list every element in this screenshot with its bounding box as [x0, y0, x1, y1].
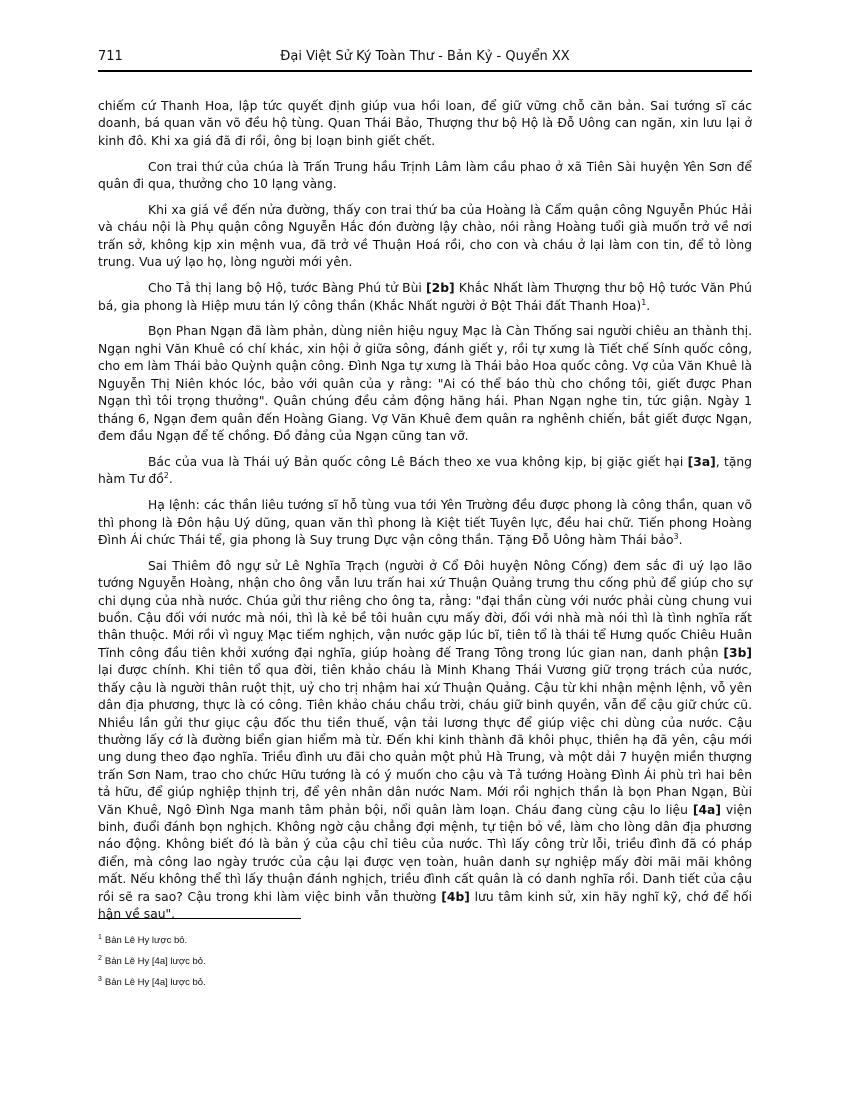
- body-text: [98, 98, 752, 932]
- source-page-marker: [2b]: [426, 281, 455, 296]
- source-page-marker: [3b]: [723, 645, 752, 660]
- paragraph-5: Bọn Phan Ngạn đã làm phản, dùng niên hiệu nguỵ Mạc là Càn Thống sai người chiêu an thành thị. Ngạn nghi Văn Khuê có chí khác, xin hội ở giữa sông, đánh giết y, rồi tự xưng là Tiết chế Sính quốc công, cho em làm Thái bảo Quỳnh quận công. Đình Nga tự xưng là Thái bảo Hoa quốc công. Vợ của Văn Khuê là Nguyễn Thị Niên khóc lóc, bảo với quân của y rằng: "Ai có thể báo thù cho chồng tôi, giết được Phan Ngạn thì tôi trọng thưởng". Quân chúng đều cảm động hăng hái. Phan Ngạn nghe tin, tức giận. Ngày 1 tháng 6, Ngạn đem quân đến Hoàng Giang. Vợ Văn Khuê đem quân ra nghênh chiến, bắt giết được Ngạn, đem đầu Ngạn để tế chồng. Đồ đảng của Ngạn cũng tan vỡ.: [98, 324, 752, 443]
- source-page-marker: [3a]: [687, 454, 716, 469]
- paragraph-7: Hạ lệnh: các thần liêu tướng sĩ hỗ tùng vua tới Yên Trường đều được phong là công thần, quan võ thì phong là Đôn hậu Uý dũng, quan văn thì phong là Kiệt tiết Tuyên lực, đều hai chữ. Tiến phong Hoàng Đình Ái chức Thái tể, gia phong là Suy trung Dực vận công thần. Tặng Đỗ Uông hàm Thái bảo$^3$.: [98, 498, 752, 547]
- footnote-separator: [98, 918, 301, 919]
- source-page-marker: [4a]: [692, 802, 721, 817]
- paragraph-6: Bác của vua là Thái uý Bản quốc công Lê Bách theo xe vua không kịp, bị giặc giết hại [3a], tặng hàm Tư đồ$^2$.: [98, 454, 752, 487]
- source-page-marker: [4b]: [441, 889, 470, 904]
- footnote-2: $^2$ Bản Lê Hy [4a] lược bỏ.: [98, 954, 206, 967]
- footnote-ref-3[interactable]: 3: [673, 531, 679, 541]
- footnote-3: $^3$ Bản Lê Hy [4a] lược bỏ.: [98, 975, 206, 988]
- footnote-ref-1[interactable]: 1: [641, 297, 647, 307]
- paragraph-4: Cho Tả thị lang bộ Hộ, tước Bàng Phú tử Bùi [2b] Khắc Nhất làm Thượng thư bộ Hộ tước Văn Phú bá, gia phong là Hiệp mưu tán lý công thần (Khắc Nhất người ở Bột Thái đất Thanh Hoa)$^1$.: [98, 281, 752, 313]
- page-number: 711: [98, 49, 123, 64]
- paragraph-3: Khi xa giá về đến nửa đường, thấy con trai thứ ba của Hoàng là Cẩm quận công Nguyễn Phúc Hải và cháu nội là Phụ quận công Nguyễn Hắc đón đường lậy chào, nói rằng Hoàng tuổi già muốn trở về nơi trấn sở, không kịp xin mệnh vua, đã trở về Thuận Hoá rồi, cho con và cháu ở lại làm con tin, để tỏ lòng trung. Vua uý lạo họ, lòng người mới yên.: [98, 203, 752, 270]
- paragraph-8: Sai Thiêm đô ngự sử Lê Nghĩa Trạch (người ở Cổ Đôi huyện Nông Cống) đem sắc đi uý lạo lão tướng Nguyễn Hoàng, nhận cho ông vẫn lưu trấn hai xứ Thuận Quảng trưng thu cống phủ để giúp cho sự chi dụng của nhà nước. Chúa gửi thư riêng cho ông ta, rằng: "đại thần cùng với nước phải cùng chung vui buồn. Cậu đối với nước mà nói, thì là kẻ bề tôi huân cựu mấy đời, đối với nhà mà nói thì là tình nghĩa rất thân thuộc. Mới rồi vì nguỵ Mạc tiếm nghịch, vận nước gặp lúc bĩ, tiên tổ là thái tể Hưng quốc Chiêu Huân Tĩnh công đầu tiên khởi xướng đại nghĩa, giúp hoàng đế Trang Tông trong lúc gian nan, danh phận [3b] lại được chính. Khi tiên tổ qua đời, tiên khảo cháu là Minh Khang Thái Vương giữ trọng trách của nước, thấy cậu là người thân ruột thịt, uỷ cho trị nhậm hai xứ Thuận Quảng. Cậu từ khi nhận mệnh lệnh, vỗ yên dân địa phương, thực là có công. Tiên khảo cháu chầu trời, cháu giữ binh quyền, vẫn để cậu giữ chức cũ. Nhiều lần gửi thư giục cậu đốc thu tiền thuế, vận tải lương thực để giúp việc chi dùng của nước. Cậu thường lấy cớ là đường biển gian hiểm mà từ. Đến khi kinh thành đã khôi phục, thiên hạ đã yên, cậu mới ung dung theo đạo nghĩa. Triều đình ưu đãi cho quản một phủ Hà Trung, và một dải 7 huyện miền thượng trấn Sơn Nam, trao cho chức Hữu tướng là có ý muốn cho cậu và Tả tướng Hoàng Đình Ái phù trì hai bên tả hữu, để giúp nghiệp thịnh trị, để yên nhân dân nước Nam. Mới rồi nghịch thần là bọn Phan Ngạn, Bùi Văn Khuê, Ngô Đình Nga manh tâm phản bội, nổi quân làm loạn. Cháu đang cùng cậu lo liệu [4a] viện binh, đuổi đánh bọn nghịch. Không ngờ cậu chẳng đợi mệnh, tự tiện bỏ về, làm cho lòng dân địa phương náo động. Không biết đó là bản ý của cậu chỉ tiêu của nước. Thì lấy công trừ lỗi, triều đình đã có pháp điển, mà công lao ngày trước của cậu lại được vẹn toàn, huân danh sự nghiệp mấy đời mãi mãi không mất. Nếu không thể thì lấy thuận đánh nghịch, triều đình cất quân là có danh nghĩa rồi. Danh tiết của cậu rồi sẽ ra sao? Cậu trong khi làm việc binh vẫn thường [4b] lưu tâm kinh sử, xin hãy nghĩ kỹ, chớ để hối hận về sau".: [98, 558, 752, 921]
- page-header: [98, 48, 752, 66]
- footnote-ref-2[interactable]: 2: [163, 471, 169, 481]
- paragraph-2: Con trai thứ của chúa là Trấn Trung hầu Trịnh Lâm làm cầu phao ở xã Tiên Sài huyện Yên Sơn để quân đi qua, thưởng cho 10 lạng vàng.: [98, 159, 752, 192]
- paragraph-1: chiếm cứ Thanh Hoa, lập tức quyết định giúp vua hồi loan, để giữ vững chỗ căn bản. Sai tướng sĩ các doanh, bá quan văn võ đều hộ tùng. Quan Thái Bảo, Thượng thư bộ Hộ là Đỗ Uông can ngăn, xin lưu lại ở kinh đô. Khi xa giá đã đi rồi, ông bị loạn binh giết chết.: [98, 99, 752, 148]
- running-title: Đại Việt Sử Ký Toàn Thư - Bản Kỷ - Quyển XX: [280, 49, 570, 64]
- footnote-1: $^1$ Bản Lê Hy lược bỏ.: [98, 933, 188, 946]
- header-rule: [98, 70, 752, 72]
